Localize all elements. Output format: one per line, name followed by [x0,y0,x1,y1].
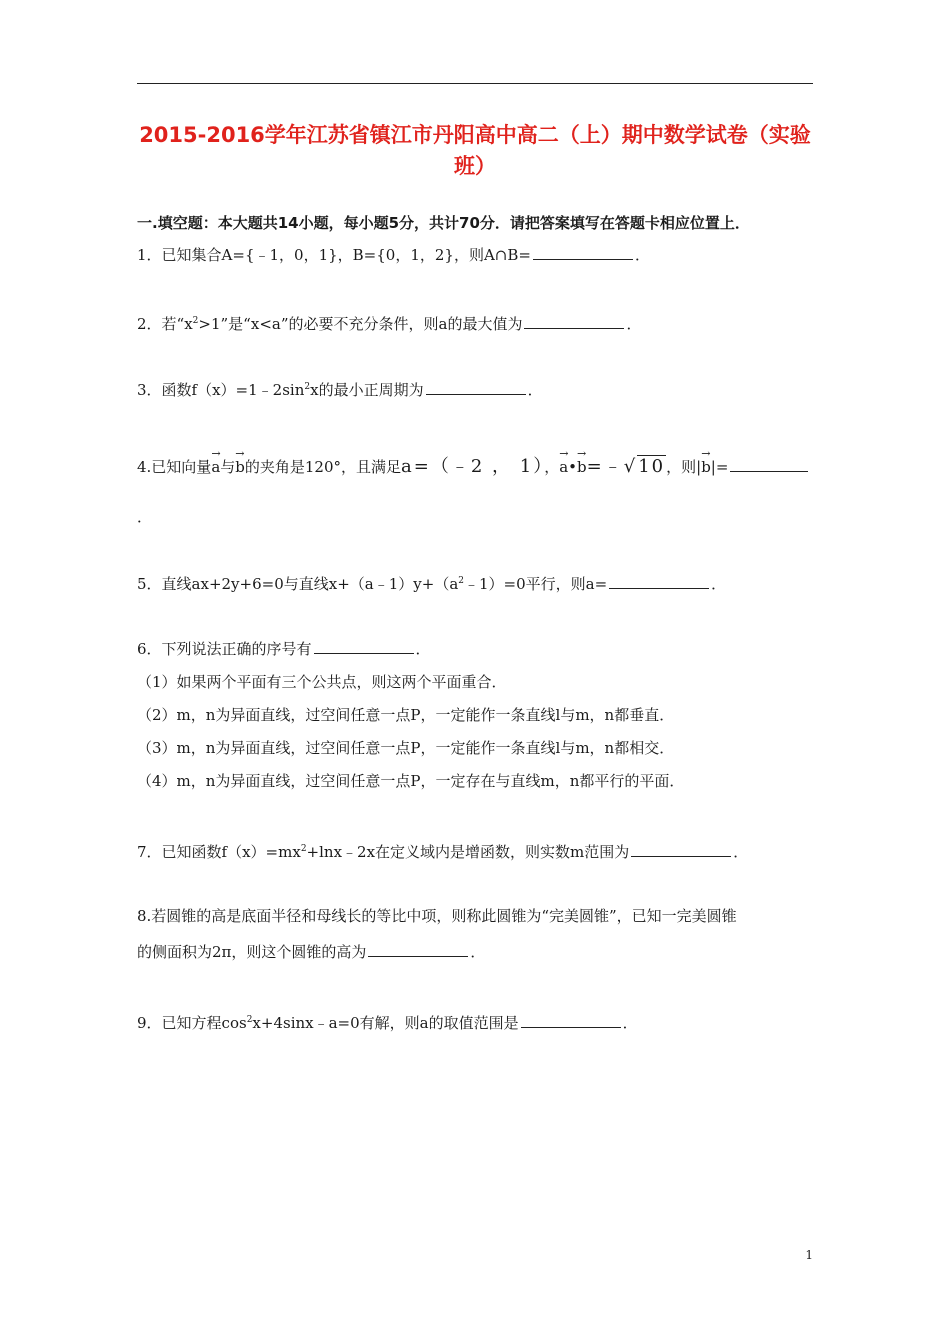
dot-symbol: • [568,458,578,476]
question-text: 的侧面积为2π，则这个圆锥的高为 [137,943,367,961]
question-text: 4.已知向量 [137,458,212,476]
formula-dot-value: =﹣ [586,456,624,477]
question-8-line-2 [137,941,485,963]
answer-blank [730,457,808,472]
question-suffix: ． [711,575,727,593]
title-line-2: 班） [454,154,496,178]
question-text: 2．若“x [137,315,193,333]
question-9 [137,1009,638,1034]
superscript: 2 [300,844,307,854]
vector-a: → a [211,452,220,478]
question-8-line-1: 8.若圆锥的高是底面半径和母线长的等比中项，则称此圆锥为“完美圆锥”，已知一完美圆锥 [137,907,737,925]
question-3 [137,376,543,401]
question-text: x的最小正周期为 [310,381,424,399]
question-suffix: ． [137,508,153,526]
section-heading: 一.填空题：本大题共14小题，每小题5分，共计70分．请把答案填写在答题卡相应位置上． [137,214,750,232]
question-2 [137,310,641,335]
answer-blank [314,639,414,654]
question-6 [137,638,431,660]
sqrt-icon: √ [623,456,638,477]
question-suffix: ． [622,1014,638,1032]
question-text: |= [710,458,729,476]
vector-b: → b [235,452,245,478]
page-title [137,120,813,182]
question-text: ， [544,458,560,476]
option-2: （2）m，n为异面直线，过空间任意一点P，一定能作一条直线l与m，n都垂直． [137,706,675,724]
question-suffix: ． [527,381,543,399]
question-text: 1．已知集合A={﹣1，0，1}，B={0，1，2}，则A∩B= [137,246,531,264]
vector-b: → b [701,452,711,478]
answer-blank [368,942,468,957]
question-4-end [137,506,152,528]
question-text: 与 [220,458,236,476]
question-text: x+4sinx﹣a=0有解，则a的取值范围是 [252,1014,519,1032]
question-text: >1”是“x<a”的必要不充分条件，则a的最大值为 [198,315,523,333]
question-5 [137,570,726,595]
question-4 [137,452,810,478]
answer-blank [631,842,731,857]
superscript: 2 [192,316,199,326]
question-text: 5．直线ax+2y+6=0与直线x+（a﹣1）y+（a [137,575,459,593]
sqrt-radicand: 10 [638,456,666,477]
question-text: 7．已知函数f（x）=mx [137,843,301,861]
header-rule [137,83,813,84]
option-3: （3）m，n为异面直线，过空间任意一点P，一定能作一条直线l与m，n都相交． [137,739,675,757]
vector-a: → a [559,452,568,478]
page-number: 1 [805,1248,813,1262]
question-suffix: ． [415,640,431,658]
question-text: ，则| [666,458,702,476]
question-7 [137,838,748,863]
question-text: 6．下列说法正确的序号有 [137,640,312,658]
superscript: 2 [304,382,311,392]
question-suffix: ． [733,843,749,861]
answer-blank [609,574,709,589]
answer-blank [521,1013,621,1028]
question-text: +lnx﹣2x在定义域内是增函数，则实数m范围为 [306,843,630,861]
answer-blank [533,245,633,260]
question-suffix: ． [626,315,642,333]
formula-a-coords: a=（﹣2 ， 1） [401,456,545,477]
question-text: 3．函数f（x）=1﹣2sin [137,381,305,399]
superscript: 2 [458,576,464,586]
title-line-1: 2015-2016学年江苏省镇江市丹阳高中高二（上）期中数学试卷（实验 [139,123,811,147]
answer-blank [426,380,526,395]
option-4: （4）m，n为异面直线，过空间任意一点P，一定存在与直线m，n都平行的平面． [137,772,685,790]
question-text: ﹣1）=0平行，则a= [464,575,608,593]
question-text: 9．已知方程cos [137,1014,247,1032]
question-suffix: ． [470,943,486,961]
question-suffix: ． [634,246,650,264]
answer-blank [524,314,624,329]
vector-b: → b [577,452,587,478]
superscript: 2 [246,1015,253,1025]
question-1 [137,244,650,266]
question-text: 的夹角是120°，且满足 [244,458,402,476]
option-1: （1）如果两个平面有三个公共点，则这两个平面重合． [137,673,507,691]
